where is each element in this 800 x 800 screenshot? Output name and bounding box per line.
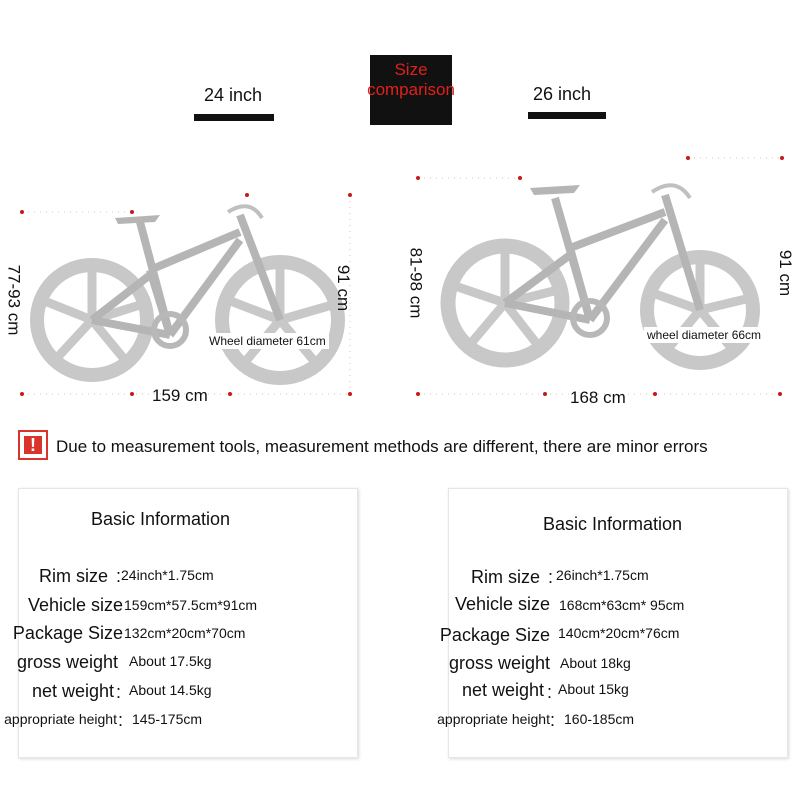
row-label-gross-weight: gross weight	[16, 652, 118, 672]
row-label-package-size: Package Size	[439, 625, 550, 645]
row-value-vehicle-size: 159cm*57.5cm*91cm	[124, 597, 258, 613]
left-size-label: 24 inch	[204, 85, 263, 105]
row-value-gross-weight: About 17.5kg	[129, 653, 212, 669]
row-value-gross-weight: About 18kg	[560, 655, 631, 671]
colon-separator: :	[548, 567, 554, 587]
large-total-height: 91 cm	[776, 249, 796, 297]
warning-icon: !	[18, 430, 48, 460]
colon-separator: :	[116, 682, 122, 702]
row-label-package-size: Package Size	[12, 623, 123, 643]
bike-24-inch	[37, 206, 338, 378]
row-label-net-weight: net weight	[461, 680, 544, 700]
small-height-range: 77-93 cm	[4, 264, 24, 336]
card-title: Basic Information	[543, 514, 683, 534]
size-comparison-badge	[367, 55, 455, 125]
large-height-range: 81-98 cm	[406, 247, 426, 319]
row-label-appropriate-height: appropriate height	[437, 711, 550, 727]
row-value-appropriate-height: 145-175cm	[132, 711, 203, 727]
small-total-height: 91 cm	[334, 264, 354, 312]
row-label-gross-weight: gross weight	[448, 653, 550, 673]
marker-dot	[20, 210, 24, 214]
row-value-package-size: 132cm*20cm*70cm	[124, 625, 246, 641]
large-length: 168 cm	[570, 388, 626, 407]
colon-separator: :	[118, 710, 124, 730]
row-value-net-weight: About 14.5kg	[129, 682, 212, 698]
right-size-bar	[528, 112, 606, 119]
row-label-net-weight: net weight	[31, 681, 114, 701]
row-value-rim-size: 26inch*1.75cm	[556, 567, 649, 583]
colon-separator: :	[116, 566, 122, 586]
left-size-bar	[194, 114, 274, 121]
row-label-vehicle-size: Vehicle size	[27, 595, 123, 615]
measurement-notice: Due to measurement tools, measurement methods are different, there are minor errors	[56, 437, 708, 456]
row-value-package-size: 140cm*20cm*76cm	[558, 625, 680, 641]
row-value-net-weight: About 15kg	[558, 681, 629, 697]
right-size-label: 26 inch	[533, 84, 592, 104]
card-title: Basic Information	[91, 509, 231, 529]
row-label-rim-size: Rim size	[470, 567, 540, 587]
badge-line2: comparison	[367, 80, 455, 99]
badge-line1: Size	[394, 60, 428, 79]
colon-separator: :	[547, 682, 553, 702]
row-label-rim-size: Rim size	[38, 566, 108, 586]
row-value-vehicle-size: 168cm*63cm* 95cm	[559, 597, 685, 613]
row-value-rim-size: 24inch*1.75cm	[121, 567, 214, 583]
small-wheel-diameter: Wheel diameter 61cm	[206, 333, 329, 349]
row-label-vehicle-size: Vehicle size	[454, 594, 550, 614]
bike-illustration	[0, 140, 800, 410]
small-length: 159 cm	[152, 386, 208, 405]
row-label-appropriate-height: appropriate height	[4, 711, 117, 727]
large-wheel-diameter: wheel diameter 66cm	[644, 327, 764, 343]
row-value-appropriate-height: 160-185cm	[564, 711, 635, 727]
colon-separator: :	[550, 710, 556, 730]
